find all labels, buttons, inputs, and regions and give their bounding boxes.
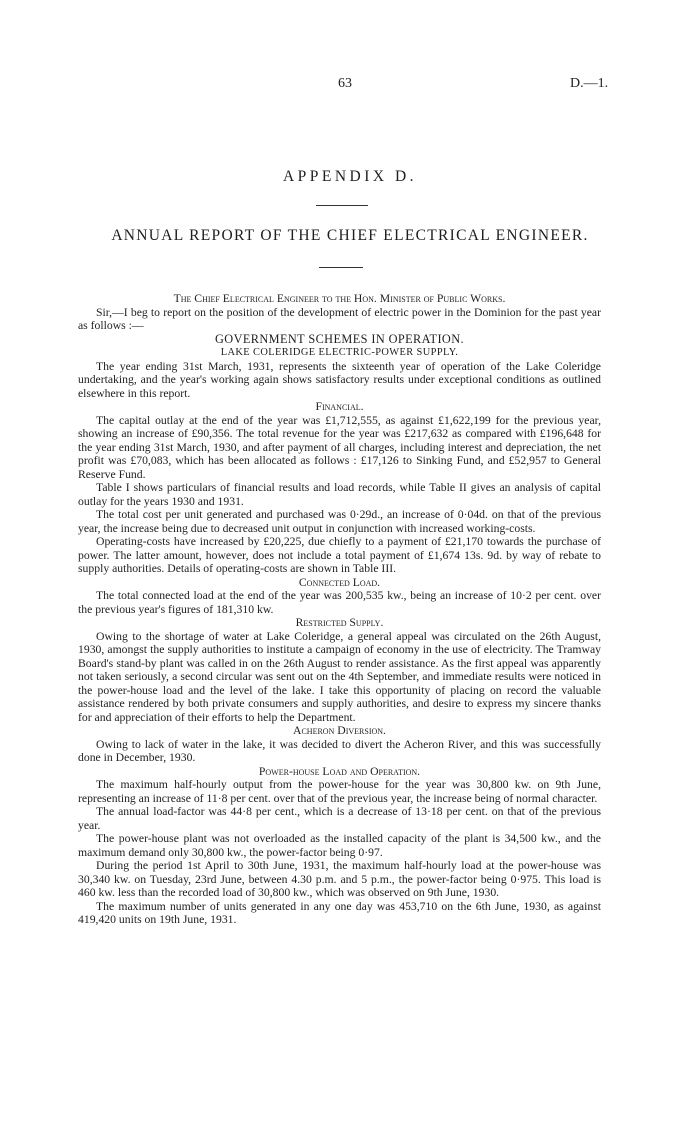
financial-paragraph-3: The total cost per unit generated and purchased was 0·29d., an increase of 0·04d. on that of the previous year, the increase being due to decreased unit output in conjunction with increased working-costs. [78, 508, 601, 535]
address-line: The Chief Electrical Engineer to the Hon. Minister of Public Works. [173, 292, 506, 305]
powerhouse-paragraph-5: The maximum number of units generated in any one day was 453,710 on the 6th June, 1930, as against 419,420 units on 19th June, 1931. [78, 899, 601, 926]
report-title: ANNUAL REPORT OF THE CHIEF ELECTRICAL ENGINEER. [111, 227, 589, 244]
main-heading: GOVERNMENT SCHEMES IN OPERATION. [215, 331, 464, 346]
connected-load-paragraph: The total connected load at the end of the year was 200,535 kw., being an increase of 10·2 per cent. over the previous year's figures of 181,310 kw. [78, 589, 601, 616]
financial-paragraph-4: Operating-costs have increased by £20,225, due chiefly to a payment of £21,170 towards the purchase of power. The latter amount, however, does not include a total payment of £1,674 13s. 9d. by way of rebate to supply authorities. Details of operating-costs are shown in Table III. [78, 535, 601, 575]
report-body [78, 292, 601, 927]
powerhouse-paragraph-3: The power-house plant was not overloaded as the installed capacity of the plant is 34,500 kw., and the maximum demand only 30,800 kw., the power-factor being 0·97. [78, 832, 601, 859]
powerhouse-paragraph-2: The annual load-factor was 44·8 per cent., which is a decrease of 13·18 per cent. on that of the previous year. [78, 805, 601, 832]
title-divider-bottom [319, 267, 363, 268]
sub-heading: LAKE COLERIDGE ELECTRIC-POWER SUPPLY. [220, 347, 459, 358]
section-heading-acheron-diversion: Acheron Diversion. [293, 724, 386, 737]
title-divider-top [316, 205, 368, 206]
section-heading-restricted-supply: Restricted Supply. [295, 616, 384, 629]
intro-paragraph: Sir,—I beg to report on the position of the development of electric power in the Dominion for the past year as follows :— [78, 305, 601, 332]
page-number: 63 [338, 76, 352, 91]
section-heading-financial: Financial. [315, 400, 364, 413]
powerhouse-paragraph-1: The maximum half-hourly output from the power-house for the year was 30,800 kw. on 9th June, representing an increase of 11·8 per cent. over that of the previous year, the increase being of normal character. [78, 778, 601, 805]
opening-paragraph: The year ending 31st March, 1931, represents the sixteenth year of operation of the Lake Coleridge undertaking, and the year's working again shows satisfactory results under exceptional conditions as outlined elsewhere in this report. [78, 359, 601, 400]
section-heading-powerhouse: Power-house Load and Operation. [258, 764, 421, 778]
section-heading-connected-load: Connected Load. [298, 575, 381, 589]
financial-paragraph-1: The capital outlay at the end of the year was £1,712,555, as against £1,622,199 for the previous year, showing an increase of £90,356. The total revenue for the year was £217,632 as compared with £196,648 for the year ending 31st March, 1930, and after payment of all charges, including interest and depreciation, the net profit was £70,083, which has been allocated as follows : £17,126 to Sinking Fund, and £52,957 to General Reserve Fund. [78, 413, 601, 481]
document-reference: D.—1. [570, 76, 609, 91]
restricted-supply-paragraph: Owing to the shortage of water at Lake Coleridge, a general appeal was circulated on the 26th August, 1930, amongst the supply authorities to institute a campaign of economy in the use of electricity. The Tramway Board's stand-by plant was called in on the 26th August to render assistance. As the first appeal was apparently not taken seriously, a second circular was sent out on the 4th September, and immediate results were noticed in the power-house load and the level of the lake. I take this opportunity of placing on record the valuable assistance rendered by both private consumers and supply authorities, and desire to express my sincere thanks for and appreciation of their efforts to help the Department. [78, 629, 601, 724]
appendix-title: APPENDIX D. [282, 168, 418, 185]
acheron-paragraph: Owing to lack of water in the lake, it was decided to divert the Acheron River, and this was successfully done in December, 1930. [78, 737, 601, 764]
financial-paragraph-2: Table I shows particulars of financial results and load records, while Table II gives an analysis of capital outlay for the years 1930 and 1931. [78, 481, 601, 508]
powerhouse-paragraph-4: During the period 1st April to 30th June, 1931, the maximum half-hourly load at the power-house was 30,340 kw. on Tuesday, 23rd June, between 4.30 p.m. and 5 p.m., the power-factor being 0·975. This load is 460 kw. less than the recorded load of 30,800 kw., which was observed on 9th June, 1930. [78, 859, 601, 899]
